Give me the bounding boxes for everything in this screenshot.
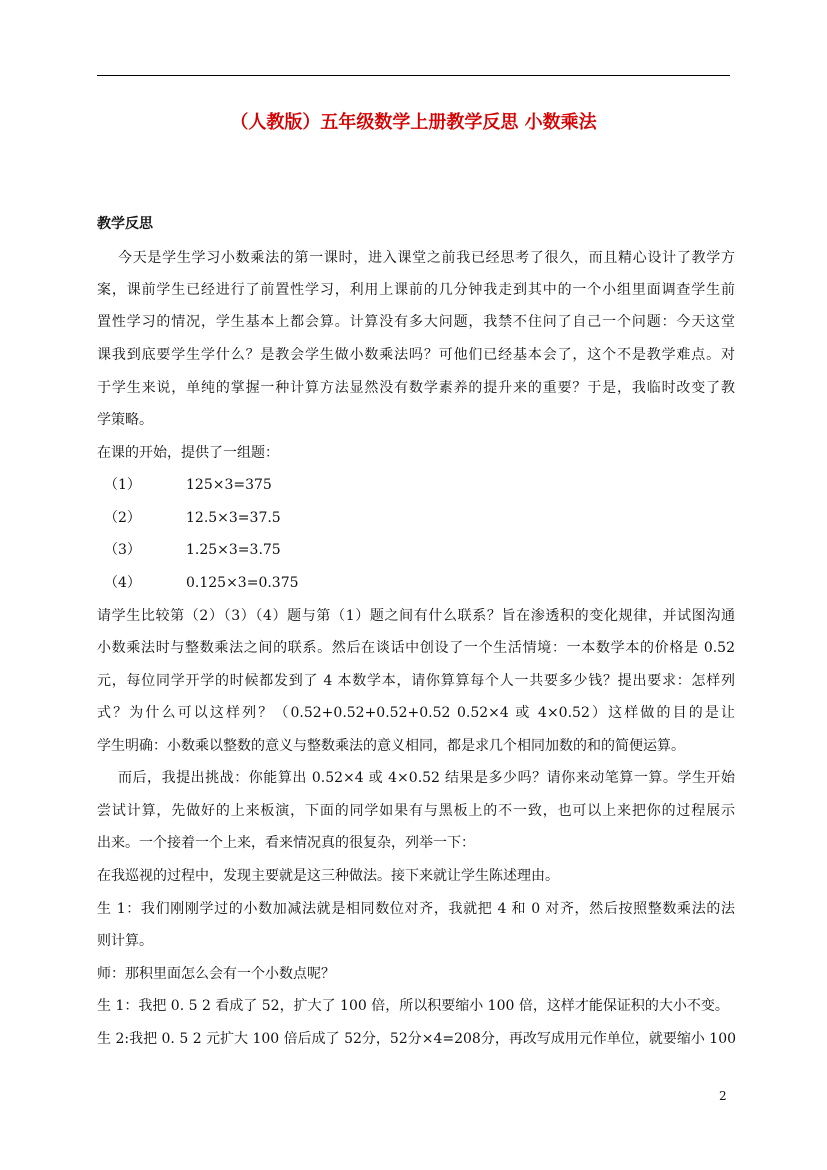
intro-line: 在课的开始，提供了一组题：	[97, 445, 279, 461]
equation-expression: 125×3=375	[186, 477, 272, 493]
equation-number: （2）	[104, 510, 141, 526]
paragraph-line: 请学生比较第（2）（3）（4）题与第（1）题之间有什么联系？旨在渗透积的变化规律，并试图沟通	[97, 608, 735, 624]
teacher-line: 师：那积里面怎么会有一个小数点呢？	[97, 966, 335, 982]
equation-expression: 1.25×3=3.75	[186, 542, 281, 558]
paragraph-line: 出来。一个接着一个上来，看来情况真的很复杂，列举一下：	[97, 835, 475, 851]
equation-number: （4）	[104, 575, 141, 591]
student-1-line: 则计算。	[97, 933, 153, 949]
section-heading: 教学反思	[97, 216, 153, 232]
equation-expression: 0.125×3=0.375	[186, 575, 299, 591]
paragraph-line: 尝试计算，先做好的上来板演，下面的同学如果有与黑板上的不一致，也可以上来把你的过程展示	[97, 803, 735, 819]
paragraph-line: 在我巡视的过程中，发现主要就是这三种做法。接下来就让学生陈述理由。	[97, 868, 559, 884]
paragraph-line: 于学生来说，单纯的掌握一种计算方法显然没有数学素养的提升来的重要？于是，我临时改变了教	[97, 380, 735, 396]
equation-number: （3）	[104, 542, 141, 558]
paragraph-line: 元，每位同学开学的时候都发到了 4 本数学本，请你算算每个人一共要多少钱？提出要求：怎样列	[97, 673, 735, 689]
page-number: 2	[719, 1089, 727, 1103]
student-2-line: 生 2:我把 0. 5 2 元扩大 100 倍后成了 52分，52分×4=208分，再改写成用元作单位，就要缩小 100	[97, 1031, 737, 1047]
paragraph-line: 学生明确：小数乘以整数的意义与整数乘法的意义相同，都是求几个相同加数的和的简便运算。	[97, 738, 685, 754]
student-1-reply: 生 1：我把 0. 5 2 看成了 52，扩大了 100 倍，所以积要缩小 100 倍，这样才能保证积的大小不变。	[97, 998, 729, 1014]
paragraph-line: 今天是学生学习小数乘法的第一课时，进入课堂之前我已经思考了很久，而且精心设计了教学方	[118, 250, 735, 266]
equation-number: （1）	[104, 477, 141, 493]
paragraph-line: 置性学习的情况，学生基本上都会算。计算没有多大问题，我禁不住问了自己一个问题：今天这堂	[97, 314, 735, 330]
paragraph-line: 而后，我提出挑战：你能算出 0.52×4 或 4×0.52 结果是多少吗？请你来动笔算一算。学生开始	[118, 770, 735, 786]
student-1-line: 生 1：我们刚刚学过的小数加减法就是相同数位对齐，我就把 4 和 0 对齐，然后按照整数乘法的法	[97, 901, 735, 917]
header-rule	[97, 75, 730, 76]
document-title: （人教版）五年级数学上册教学反思 小数乘法	[230, 112, 597, 133]
paragraph-line: 学策略。	[97, 412, 153, 428]
paragraph-line: 课我到底要学生学什么？是教会学生做小数乘法吗？可他们已经基本会了，这个不是教学难点。对	[97, 347, 735, 363]
equation-expression: 12.5×3=37.5	[186, 510, 281, 526]
paragraph-line: 式？为什么可以这样列？（0.52+0.52+0.52+0.52 0.52×4 或 4×0.52）这样做的目的是让	[97, 705, 735, 721]
paragraph-line: 小数乘法时与整数乘法之间的联系。然后在谈话中创设了一个生活情境：一本数学本的价格是 0.52	[97, 640, 735, 656]
paragraph-line: 案，课前学生已经进行了前置性学习，利用上课前的几分钟我走到其中的一个小组里面调查学生前	[97, 282, 735, 298]
